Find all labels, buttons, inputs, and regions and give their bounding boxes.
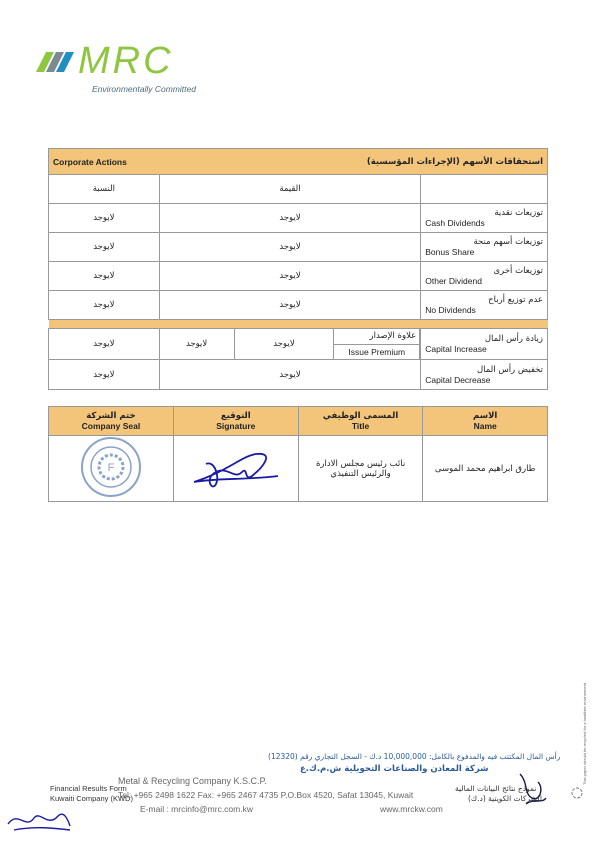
handwritten-signature xyxy=(186,442,286,492)
form-name-en-1: Financial Results Form xyxy=(50,784,127,793)
table-row xyxy=(49,233,548,262)
footer-initials-signature xyxy=(4,800,74,836)
seal-header: ختم الشركة Company Seal xyxy=(49,407,174,436)
table-row xyxy=(49,329,548,360)
signature-table xyxy=(48,406,548,502)
person-name: طارق ابراهيم محمد الموسى xyxy=(423,436,548,502)
form-name-ar-2: للشركات الكويتية (د.ك) xyxy=(468,794,543,803)
footer-initials-signature-right xyxy=(514,768,550,808)
capital-increase-value: لايوجد xyxy=(273,339,295,349)
logo-tagline: Environmentally Committed xyxy=(92,84,196,94)
other-dividend-label: توزيعات أخرى Other Dividend xyxy=(421,262,548,291)
title-header: المسمى الوظيفي Title xyxy=(298,407,423,436)
capital-decrease-value: لايوجد xyxy=(159,360,421,390)
footer-capital-ar: رأس المال المكتتب فيه والمدفوع بالكامل: 10,000,000 د.ك - السجل التجاري رقم (12320) xyxy=(268,752,561,761)
capital-increase-ratio: لايوجد xyxy=(49,329,160,360)
col-item-header xyxy=(421,175,548,204)
corporate-actions-table xyxy=(48,148,548,390)
table-row xyxy=(49,204,548,233)
company-seal-cell xyxy=(49,436,174,502)
capital-increase-label: زيادة رأس المال Capital Increase xyxy=(421,329,548,360)
recycle-icon xyxy=(570,786,584,800)
cash-dividends-value: لايوجد xyxy=(159,204,421,233)
person-title-cell: نائب رئيس مجلس الادارة والرئيس التنفيذي xyxy=(298,436,423,502)
no-dividends-value: لايوجد xyxy=(159,291,421,320)
company-seal-stamp xyxy=(71,436,151,498)
footer-website[interactable]: www.mrckw.com xyxy=(380,804,443,814)
bonus-share-label: توزيعات أسهم منحة Bonus Share xyxy=(421,233,548,262)
table-row xyxy=(49,262,548,291)
signature-cell xyxy=(173,436,298,502)
bonus-share-ratio: لايوجد xyxy=(49,233,160,262)
bonus-share-value: لايوجد xyxy=(159,233,421,262)
corporate-actions-title-ar: استحقاقات الأسهم (الإجراءات المؤسسية) xyxy=(234,149,547,175)
col-value-header: القيمة xyxy=(159,175,421,204)
form-name-ar-1: نموذج نتائج البيانات المالية xyxy=(455,784,537,793)
form-name-en-2: Kuwaiti Company (KWD) xyxy=(50,794,133,803)
signature-header: التوقيع Signature xyxy=(173,407,298,436)
logo-wordmark: MRC xyxy=(78,40,174,82)
footer-company-ar: شركة المعادن والصناعات التحويلية ش.م.ك.ع xyxy=(300,764,489,774)
recycle-side-note: This paper should be recycled for a healthier environment xyxy=(582,682,587,785)
no-dividends-ratio: لايوجد xyxy=(49,291,160,320)
other-dividend-ratio: لايوجد xyxy=(49,262,160,291)
footer-contact: Tel: +965 2498 1622 Fax: +965 2467 4735 P.O.Box 4520, Safat 13045, Kuwait xyxy=(118,790,414,800)
cash-dividends-label: توزيعات نقدية Cash Dividends xyxy=(421,204,548,233)
svg-text:F: F xyxy=(107,462,115,474)
capital-decrease-label: تخفيض رأس المال Capital Decrease xyxy=(421,360,548,390)
col-ratio-header: النسبة xyxy=(49,175,160,204)
table-row xyxy=(49,291,548,320)
cash-dividends-ratio: لايوجد xyxy=(49,204,160,233)
footer-email[interactable]: E-mail : mrcinfo@mrc.com.kw xyxy=(140,804,253,814)
capital-decrease-ratio: لايوجد xyxy=(49,360,160,390)
section-separator xyxy=(49,320,548,329)
issue-premium-label: علاوة الإصدار Issue Premium xyxy=(333,329,420,359)
no-dividends-label: عدم توزيع أرباح No Dividends xyxy=(421,291,548,320)
name-header: الاسم Name xyxy=(423,407,548,436)
corporate-actions-title-en: Corporate Actions xyxy=(49,149,235,175)
footer-company-en: Metal & Recycling Company K.S.C.P. xyxy=(118,776,267,786)
capital-increase-value-cell xyxy=(234,329,421,360)
other-dividend-value: لايوجد xyxy=(159,262,421,291)
table-row xyxy=(49,360,548,390)
issue-premium-value: لايوجد xyxy=(159,329,234,360)
